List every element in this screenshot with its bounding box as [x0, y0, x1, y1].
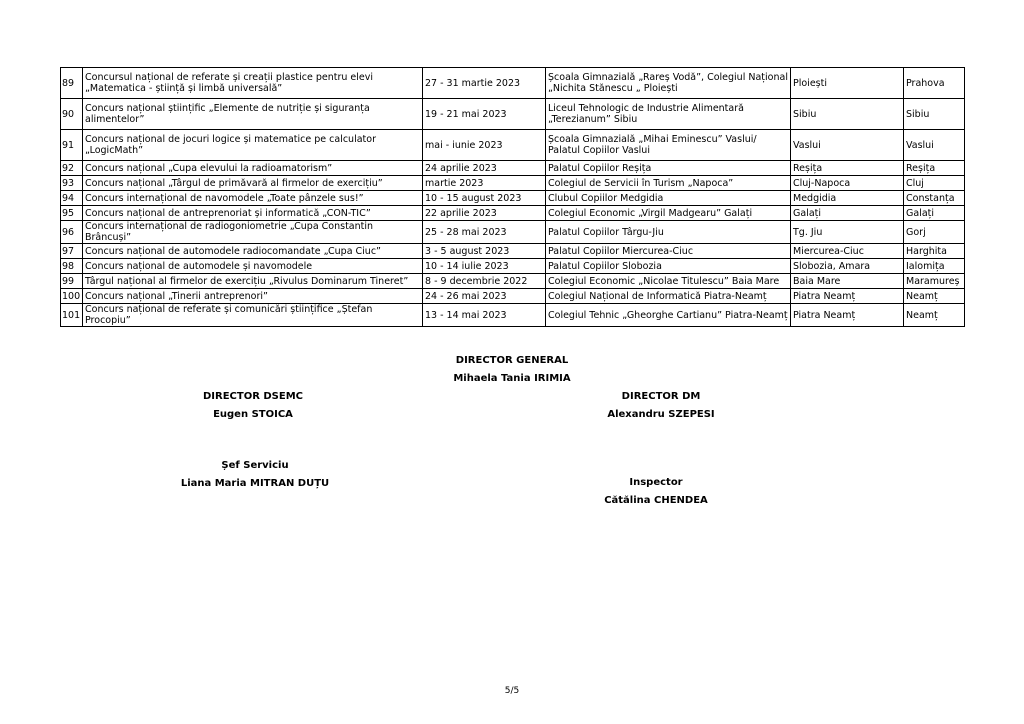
director-dm-signature [561, 391, 761, 421]
director-general-name: Mihaela Tania IRIMIA [453, 373, 571, 384]
competition-name: Concurs național de automodele și navomodele [83, 259, 423, 274]
sef-serviciu-title: Șef Serviciu [221, 460, 289, 471]
competition-county: Prahova [904, 68, 965, 99]
row-number: 99 [61, 274, 83, 289]
table-row [61, 99, 965, 130]
competition-city: Vaslui [791, 130, 904, 161]
competition-name: Concurs național de jocuri logice și matematice pe calculator „LogicMath” [83, 130, 423, 161]
competition-organizer: Colegiul Național de Informatică Piatra-Neamț [546, 289, 791, 304]
competition-organizer: Colegiul de Servicii în Turism „Napoca” [546, 176, 791, 191]
competition-county: Neamț [904, 289, 965, 304]
competitions-table [60, 67, 965, 327]
competition-city: Tg. Jiu [791, 221, 904, 244]
competition-organizer: Școala Gimnazială „Mihai Eminescu” Vaslui/ Palatul Copiilor Vaslui [546, 130, 791, 161]
competition-city: Ploiești [791, 68, 904, 99]
competitions-table-body [61, 68, 965, 327]
competition-organizer: Clubul Copiilor Medgidia [546, 191, 791, 206]
table-row [61, 161, 965, 176]
competition-city: Piatra Neamț [791, 304, 904, 327]
competition-organizer: Liceul Tehnologic de Industrie Alimentară „Terezianum” Sibiu [546, 99, 791, 130]
competition-county: Vaslui [904, 130, 965, 161]
competition-organizer: Palatul Copiilor Reșița [546, 161, 791, 176]
row-number: 97 [61, 244, 83, 259]
competition-date: 25 - 28 mai 2023 [423, 221, 546, 244]
competition-name: Concurs național „Cupa elevului la radioamatorism” [83, 161, 423, 176]
director-dm-title: DIRECTOR DM [621, 391, 701, 402]
row-number: 96 [61, 221, 83, 244]
row-number: 100 [61, 289, 83, 304]
table-row [61, 259, 965, 274]
sef-serviciu-signature [140, 460, 370, 490]
competition-county: Maramureș [904, 274, 965, 289]
competition-county: Harghita [904, 244, 965, 259]
table-row [61, 289, 965, 304]
competition-date: 24 aprilie 2023 [423, 161, 546, 176]
director-dm-name: Alexandru SZEPESI [607, 409, 715, 420]
competition-city: Cluj-Napoca [791, 176, 904, 191]
row-number: 90 [61, 99, 83, 130]
table-row [61, 206, 965, 221]
competition-county: Neamț [904, 304, 965, 327]
competition-name: Concurs național de antreprenoriat și informatică „CON-TIC” [83, 206, 423, 221]
competition-organizer: Colegiul Tehnic „Gheorghe Cartianu” Piatra-Neamț [546, 304, 791, 327]
row-number: 94 [61, 191, 83, 206]
competition-date: 24 - 26 mai 2023 [423, 289, 546, 304]
sef-serviciu-name: Liana Maria MITRAN DUȚU [180, 478, 330, 489]
competition-city: Slobozia, Amara [791, 259, 904, 274]
competition-date: 3 - 5 august 2023 [423, 244, 546, 259]
director-general-title: DIRECTOR GENERAL [455, 355, 569, 366]
competition-date: 27 - 31 martie 2023 [423, 68, 546, 99]
inspector-signature [556, 477, 756, 507]
competition-city: Baia Mare [791, 274, 904, 289]
table-row [61, 244, 965, 259]
competition-city: Galați [791, 206, 904, 221]
competition-county: Constanța [904, 191, 965, 206]
competition-organizer: Palatul Copiilor Slobozia [546, 259, 791, 274]
competition-county: Gorj [904, 221, 965, 244]
row-number: 89 [61, 68, 83, 99]
competition-name: Concurs internațional de radiogoniometrie „Cupa Constantin Brâncuși” [83, 221, 423, 244]
row-number: 95 [61, 206, 83, 221]
director-general-signature [412, 355, 612, 385]
competition-county: Reșița [904, 161, 965, 176]
competition-date: 22 aprilie 2023 [423, 206, 546, 221]
competition-name: Concurs național de referate și comunicări științifice „Ștefan Procopiu” [83, 304, 423, 327]
competition-city: Sibiu [791, 99, 904, 130]
competition-date: 13 - 14 mai 2023 [423, 304, 546, 327]
director-dsemc-signature [153, 391, 353, 421]
competition-city: Miercurea-Ciuc [791, 244, 904, 259]
competition-county: Cluj [904, 176, 965, 191]
competition-organizer: Colegiul Economic „Virgil Madgearu” Galați [546, 206, 791, 221]
competition-name: Târgul național al firmelor de exercițiu „Rivulus Dominarum Tineret” [83, 274, 423, 289]
competition-date: 10 - 14 iulie 2023 [423, 259, 546, 274]
competition-organizer: Colegiul Economic „Nicolae Titulescu” Baia Mare [546, 274, 791, 289]
competition-organizer: Palatul Copiilor Miercurea-Ciuc [546, 244, 791, 259]
table-row [61, 130, 965, 161]
competition-name: Concurs național „Tinerii antreprenori” [83, 289, 423, 304]
competition-date: martie 2023 [423, 176, 546, 191]
director-dsemc-title: DIRECTOR DSEMC [202, 391, 304, 402]
row-number: 93 [61, 176, 83, 191]
row-number: 98 [61, 259, 83, 274]
competition-date: mai - iunie 2023 [423, 130, 546, 161]
competition-date: 19 - 21 mai 2023 [423, 99, 546, 130]
row-number: 92 [61, 161, 83, 176]
competition-date: 10 - 15 august 2023 [423, 191, 546, 206]
competition-county: Sibiu [904, 99, 965, 130]
competition-name: Concurs internațional de navomodele „Toate pânzele sus!” [83, 191, 423, 206]
competition-county: Ialomița [904, 259, 965, 274]
competition-name: Concurs național științific „Elemente de nutriție și siguranța alimentelor” [83, 99, 423, 130]
competition-date: 8 - 9 decembrie 2022 [423, 274, 546, 289]
page-number: 5/5 [504, 686, 520, 696]
competition-organizer: Școala Gimnazială „Rareș Vodă”, Colegiul Național „Nichita Stănescu „ Ploiești [546, 68, 791, 99]
table-row [61, 68, 965, 99]
inspector-name: Cătălina CHENDEA [604, 495, 708, 506]
table-row [61, 221, 965, 244]
table-row [61, 274, 965, 289]
competition-city: Medgidia [791, 191, 904, 206]
competition-city: Reșița [791, 161, 904, 176]
inspector-title: Inspector [629, 477, 683, 488]
table-row [61, 191, 965, 206]
competition-county: Galați [904, 206, 965, 221]
row-number: 91 [61, 130, 83, 161]
row-number: 101 [61, 304, 83, 327]
competition-city: Piatra Neamț [791, 289, 904, 304]
competition-organizer: Palatul Copiilor Târgu-Jiu [546, 221, 791, 244]
table-row [61, 176, 965, 191]
table-row [61, 304, 965, 327]
competition-name: Concurs național „Târgul de primăvară al firmelor de exercițiu” [83, 176, 423, 191]
director-dsemc-name: Eugen STOICA [213, 409, 293, 420]
competition-name: Concursul național de referate și creații plastice pentru elevi „Matematica - știință și limbă universală” [83, 68, 423, 99]
competition-name: Concurs național de automodele radiocomandate „Cupa Ciuc” [83, 244, 423, 259]
